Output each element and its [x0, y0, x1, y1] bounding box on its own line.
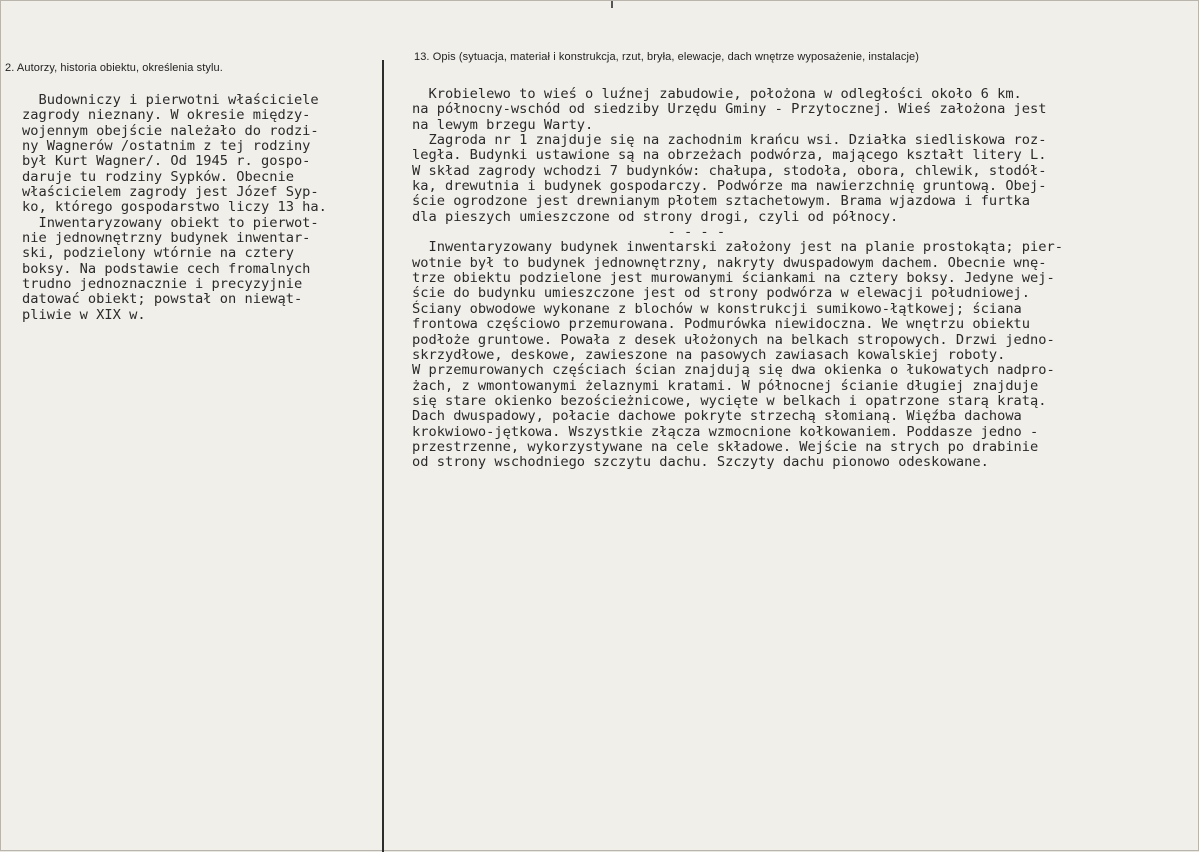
typed-line: się stare okienko bezościeżnicowe, wycięte w belkach i opatrzone starą kratą.: [412, 392, 1047, 409]
section-heading-authors-history: 2. Autorzy, historia obiektu, określenia stylu.: [5, 62, 223, 74]
top-tick-mark: [611, 1, 613, 8]
typed-line: legła. Budynki ustawione są na obrzeżach podwórza, mającego kształt litery L.: [412, 147, 1047, 164]
typed-line: Dach dwuspadowy, połacie dachowe pokryte strzechą słomianą. Więźba dachowa: [412, 408, 1022, 425]
typed-line: Krobielewo to wieś o luźnej zabudowie, położona w odległości około 6 km.: [412, 86, 1022, 102]
typed-line: ście do budynku umieszczone jest od strony podwórza w elewacji południowej.: [412, 285, 1031, 302]
description-text: [412, 87, 1063, 471]
typed-line: podłoże gruntowe. Powała z desek ułożonych na belkach stropowych. Drzwi jedno-: [412, 331, 1055, 348]
typed-line: wotnie był to budynek jednownętrzny, nakryty dwuspadowym dachem. Obecnie wnę-: [412, 254, 1047, 271]
typed-line: - - - -: [412, 224, 726, 241]
column-divider: [382, 60, 384, 852]
typed-line: żach, z wmontowanymi żelaznymi kratami. W północnej ścianie długiej znajduje: [412, 377, 1039, 394]
typed-line: trudno jednoznacznie i precyzyjnie: [22, 276, 303, 293]
typed-line: pliwie w XIX w.: [22, 306, 146, 323]
typed-line: Ściany obwodowe wykonane z blochów w konstrukcji sumikowo-łątkowej; ściana: [412, 300, 1022, 317]
typed-line: Zagroda nr 1 znajduje się na zachodnim krańcu wsi. Działka siedliskowa roz-: [412, 132, 1047, 149]
typed-line: właścicielem zagrody jest Józef Syp-: [22, 184, 319, 201]
typed-line: frontowa częściowo przemurowana. Podmurówka niewidoczna. We wnętrzu obiektu: [412, 316, 1031, 333]
typed-line: ka, drewutnia i budynek gospodarczy. Podwórze ma nawierzchnię gruntową. Obej-: [412, 178, 1047, 195]
typed-line: ski, podzielony wtórnie na cztery: [22, 245, 294, 262]
typed-line: na północny-wschód od siedziby Urzędu Gminy - Przytocznej. Wieś założona jest: [412, 101, 1047, 118]
typed-line: ny Wagnerów /ostatnim z tej rodziny: [22, 138, 311, 155]
typed-line: ko, którego gospodarstwo liczy 13 ha.: [22, 199, 327, 216]
typed-line: na lewym brzegu Warty.: [412, 116, 594, 133]
typed-line: trze obiektu podzielone jest murowanymi ściankami na cztery boksy. Jedyne wej-: [412, 270, 1055, 287]
authors-history-text: [22, 93, 327, 323]
typed-line: wojennym obejście należało do rodzi-: [22, 122, 319, 139]
typed-line: Budowniczy i pierwotni właściciele: [22, 92, 319, 108]
typed-line: skrzydłowe, deskowe, zawieszone na pasowych zawiasach kowalskiej roboty.: [412, 346, 1006, 363]
typed-line: Inwentaryzowany obiekt to pierwot-: [22, 214, 319, 231]
typed-line: datować obiekt; powstał on niewąt-: [22, 291, 303, 308]
typed-line: daruje tu rodziny Sypków. Obecnie: [22, 168, 294, 185]
typed-line: przestrzenne, wykorzystywane na cele składowe. Wejście na strych po drabinie: [412, 438, 1039, 455]
section-heading-description: 13. Opis (sytuacja, materiał i konstrukcja, rzut, bryła, elewacje, dach wnętrze wyposażenie, instalacje): [414, 51, 920, 63]
typed-line: boksy. Na podstawie cech fromalnych: [22, 260, 311, 277]
typed-line: ście ogrodzone jest drewnianym płotem sztachetowym. Brama wjazdowa i furtka: [412, 193, 1031, 210]
typed-line: dla pieszych umieszczone od strony drogi, czyli od północy.: [412, 208, 899, 225]
typed-line: Inwentaryzowany budynek inwentarski założony jest na planie prostokąta; pier-: [412, 239, 1064, 256]
typed-line: nie jednownętrzny budynek inwentar-: [22, 230, 311, 247]
typed-line: był Kurt Wagner/. Od 1945 r. gospo-: [22, 153, 311, 170]
typed-line: od strony wschodniego szczytu dachu. Szczyty dachu pionowo odeskowane.: [412, 454, 989, 471]
typed-line: W skład zagrody wchodzi 7 budynków: chałupa, stodoła, obora, chlewik, stodół-: [412, 162, 1047, 179]
typed-line: krokwiowo-jętkowa. Wszystkie złącza wzmocnione kołkowaniem. Poddasze jedno -: [412, 423, 1039, 440]
typed-line: W przemurowanych częściach ścian znajdują się dwa okienka o łukowatych nadpro-: [412, 362, 1055, 379]
typed-line: zagrody nieznany. W okresie między-: [22, 107, 311, 124]
